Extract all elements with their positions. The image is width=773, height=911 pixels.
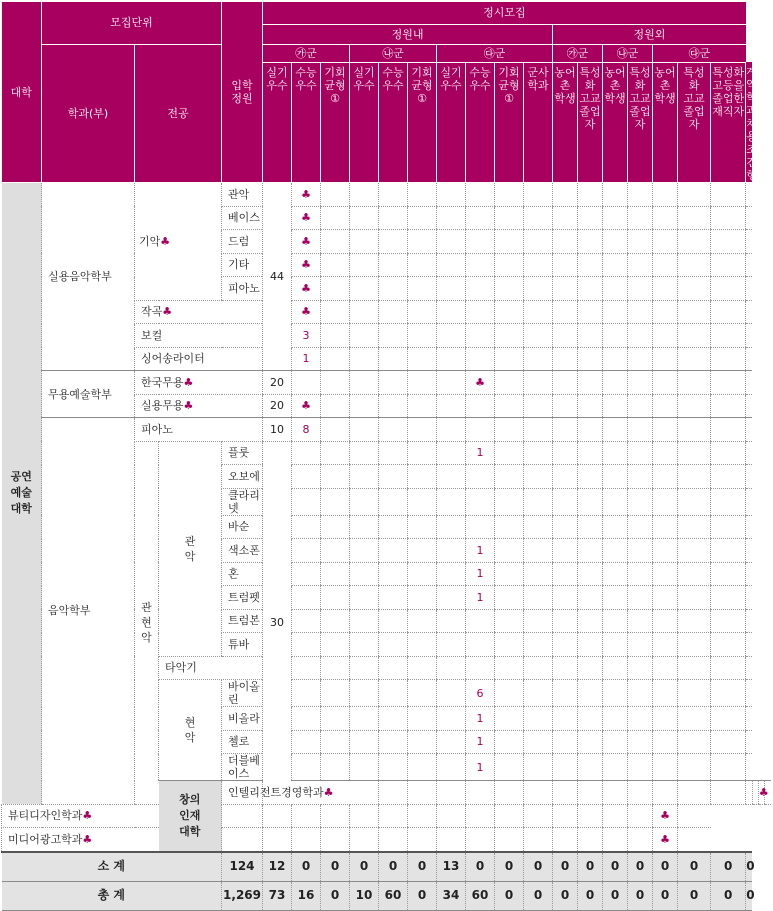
major-percussion: 타악기	[159, 656, 263, 680]
club-icon: ♣	[323, 785, 334, 799]
total-cell: 0	[678, 881, 711, 910]
dept-eumak: 음악학부	[42, 418, 135, 805]
major-piano2: 피아노	[135, 418, 263, 442]
major-silyong-muyong: 실용무용♣	[135, 394, 263, 418]
total-cell: 16	[292, 881, 321, 910]
major-base: 베이스	[222, 206, 263, 230]
total-cell: 60	[379, 881, 408, 910]
major-flute: 플룻	[222, 441, 263, 465]
major-giak-label: 기악	[139, 234, 161, 248]
header-oe-da-gun: ㉰군	[653, 44, 746, 62]
quota-eumak: 30	[263, 441, 292, 804]
total-cell: 0	[711, 881, 746, 910]
major-oboe: 오보에	[222, 465, 263, 489]
major-songwriter: 싱어송라이터	[135, 347, 263, 371]
vocal-silgi: 3	[292, 324, 321, 348]
header-suneung: 수능 우수	[466, 62, 495, 183]
dept-intelligent: 인텔리전트경영학과♣	[222, 781, 379, 805]
club-icon: ♣	[758, 781, 764, 805]
club-icon: ♣	[653, 828, 678, 852]
header-gihoe: 기회 균형 ①	[321, 62, 350, 183]
total-cell: 0	[578, 881, 603, 910]
club-icon: ♣	[162, 305, 173, 319]
quota-piano2: 10	[263, 418, 292, 442]
contrabass-da: 1	[466, 754, 495, 781]
total-cell: 0	[524, 881, 553, 910]
club-icon: ♣	[82, 832, 93, 846]
major-gwanak-group: 관 악	[159, 441, 222, 656]
major-horn: 혼	[222, 562, 263, 586]
header-teuksonghwa-jaejik: 특성화 고등을 졸업한 재직자	[711, 62, 746, 183]
club-icon: ♣	[292, 277, 321, 301]
total-cell: 73	[263, 881, 292, 910]
header-jeongsi: 정시모집	[263, 2, 746, 24]
admission-quota-table	[1, 2, 771, 911]
subtotal-cell: 0	[578, 852, 603, 882]
header-oe-na-gun: ㉯군	[603, 44, 653, 62]
subtotal-cell: 0	[321, 852, 350, 882]
table-body	[2, 183, 772, 911]
major-contrabass: 더블베이스	[222, 754, 263, 781]
major-giak	[135, 183, 222, 301]
violin-da: 6	[466, 680, 495, 707]
major-vocal: 보컬	[135, 324, 263, 348]
flute-da: 1	[466, 441, 495, 465]
header-nongeochon: 농어 촌 학생	[603, 62, 628, 183]
total-label: 총 계	[2, 881, 222, 910]
club-icon: ♣	[292, 183, 321, 207]
header-gyeyak: 계약 학과 채용 조건형	[746, 62, 752, 183]
header-suneung: 수능 우수	[379, 62, 408, 183]
header-hakgwa: 학과(부)	[42, 44, 135, 183]
header-gihoe: 기회 균형 ①	[495, 62, 524, 183]
table-row	[2, 418, 772, 442]
header-jeongong: 전공	[135, 44, 222, 183]
total-cell: 0	[321, 881, 350, 910]
club-icon: ♣	[292, 394, 321, 418]
subtotal-label: 소 계	[2, 852, 222, 882]
club-icon: ♣	[292, 300, 321, 324]
quota-silyong: 44	[263, 183, 292, 371]
subtotal-cell: 0	[379, 852, 408, 882]
total-cell: 0	[628, 881, 653, 910]
horn-da: 1	[466, 562, 495, 586]
subtotal-cell: 0	[408, 852, 437, 882]
major-viola: 비올라	[222, 707, 263, 731]
subtotal-cell: 0	[553, 852, 578, 882]
club-icon: ♣	[292, 253, 321, 277]
major-drum: 드럼	[222, 230, 263, 254]
club-icon: ♣	[183, 399, 194, 413]
header-nae-da-gun: ㉰군	[437, 44, 553, 62]
songwriter-silgi: 1	[292, 347, 321, 371]
subtotal-cell: 0	[350, 852, 379, 882]
major-piano1: 피아노	[222, 277, 263, 301]
header-gunsa: 군사 학과	[524, 62, 553, 183]
subtotal-cell: 0	[628, 852, 653, 882]
major-jakgok: 작곡♣	[135, 300, 263, 324]
trumpet-da: 1	[466, 586, 495, 610]
header-teuksonghwa: 특성 화 고교 졸업 자	[578, 62, 603, 183]
major-cello: 첼로	[222, 730, 263, 754]
subtotal-row	[2, 852, 772, 882]
dept-silyong-eumak: 실용음악학부	[42, 183, 135, 371]
header-teuksonghwa: 특성 화 고교 졸업 자	[628, 62, 653, 183]
table-row	[2, 371, 772, 395]
major-bassoon: 바순	[222, 515, 263, 539]
total-cell: 10	[350, 881, 379, 910]
subtotal-cell: 0	[603, 852, 628, 882]
subtotal-cell: 0	[653, 852, 678, 882]
total-cell: 0	[553, 881, 578, 910]
header-nae-na-gun: ㉯군	[350, 44, 437, 62]
subtotal-cell: 0	[678, 852, 711, 882]
major-trombone: 트럼본	[222, 609, 263, 633]
header-gihoe: 기회 균형 ①	[408, 62, 437, 183]
dept-media: 미디어광고학과♣	[2, 828, 222, 852]
sax-da: 1	[466, 539, 495, 563]
table-row	[2, 804, 772, 828]
total-cell: 0	[495, 881, 524, 910]
total-cell: 0	[603, 881, 628, 910]
header-iphak-jeongwon: 입학 정원	[222, 2, 263, 183]
club-icon: ♣	[82, 809, 93, 823]
total-cell: 1,269	[222, 881, 263, 910]
major-hyeonak-group: 현 악	[159, 680, 222, 781]
subtotal-cell: 124	[222, 852, 263, 882]
total-cell: 0	[408, 881, 437, 910]
header-nongeochon: 농어 촌 학생	[553, 62, 578, 183]
club-icon: ♣	[183, 375, 194, 389]
club-icon: ♣	[160, 234, 171, 248]
college-creative: 창의 인재 대학	[159, 781, 222, 852]
header-jeongwon-oe: 정원외	[553, 24, 746, 44]
major-trumpet: 트럼펫	[222, 586, 263, 610]
major-gwanhyeonak: 관 현 악	[135, 441, 159, 804]
club-icon: ♣	[466, 371, 495, 395]
club-icon: ♣	[292, 230, 321, 254]
total-cell: 0	[653, 881, 678, 910]
viola-da: 1	[466, 707, 495, 731]
major-gwanak: 관악	[222, 183, 263, 207]
quota-hanguk-muyong: 20	[263, 371, 292, 395]
subtotal-cell: 0	[466, 852, 495, 882]
header-jeongwon-nae: 정원내	[263, 24, 553, 44]
club-icon: ♣	[292, 206, 321, 230]
piano2-silgi: 8	[292, 418, 321, 442]
major-guitar: 기타	[222, 253, 263, 277]
total-cell: 34	[437, 881, 466, 910]
dept-muyong: 무용예술학부	[42, 371, 135, 418]
header-silgi: 실기 우수	[350, 62, 379, 183]
total-cell: 60	[466, 881, 495, 910]
subtotal-cell: 0	[292, 852, 321, 882]
header-mojip-danwi: 모집단위	[42, 2, 222, 44]
subtotal-cell: 0	[746, 852, 752, 882]
header-oe-ga-gun: ㉮군	[553, 44, 603, 62]
major-saxophone: 색소폰	[222, 539, 263, 563]
subtotal-cell: 0	[524, 852, 553, 882]
header-nae-ga-gun: ㉮군	[263, 44, 350, 62]
table-row	[2, 828, 772, 852]
total-cell: 0	[746, 881, 752, 910]
subtotal-cell: 12	[263, 852, 292, 882]
subtotal-cell: 0	[495, 852, 524, 882]
header-daehak: 대학	[2, 2, 42, 183]
total-row	[2, 881, 772, 910]
major-clarinet: 클라리넷	[222, 488, 263, 515]
header-nongeochon: 농어 촌 학생	[653, 62, 678, 183]
subtotal-cell: 13	[437, 852, 466, 882]
major-hanguk-muyong: 한국무용♣	[135, 371, 263, 395]
club-icon: ♣	[653, 804, 678, 828]
quota-silyong-muyong: 20	[263, 394, 292, 418]
header-suneung: 수능 우수	[292, 62, 321, 183]
cello-da: 1	[466, 730, 495, 754]
header-silgi: 실기 우수	[437, 62, 466, 183]
table-row	[2, 183, 772, 207]
subtotal-cell: 0	[711, 852, 746, 882]
header-silgi: 실기 우수	[263, 62, 292, 183]
major-tuba: 튜바	[222, 633, 263, 657]
header-teuksonghwa: 특성 화 고교 졸업 자	[678, 62, 711, 183]
major-violin: 바이올린	[222, 680, 263, 707]
college-performing: 공연 예술 대학	[2, 183, 42, 805]
dept-beauty: 뷰티디자인학과♣	[2, 804, 222, 828]
